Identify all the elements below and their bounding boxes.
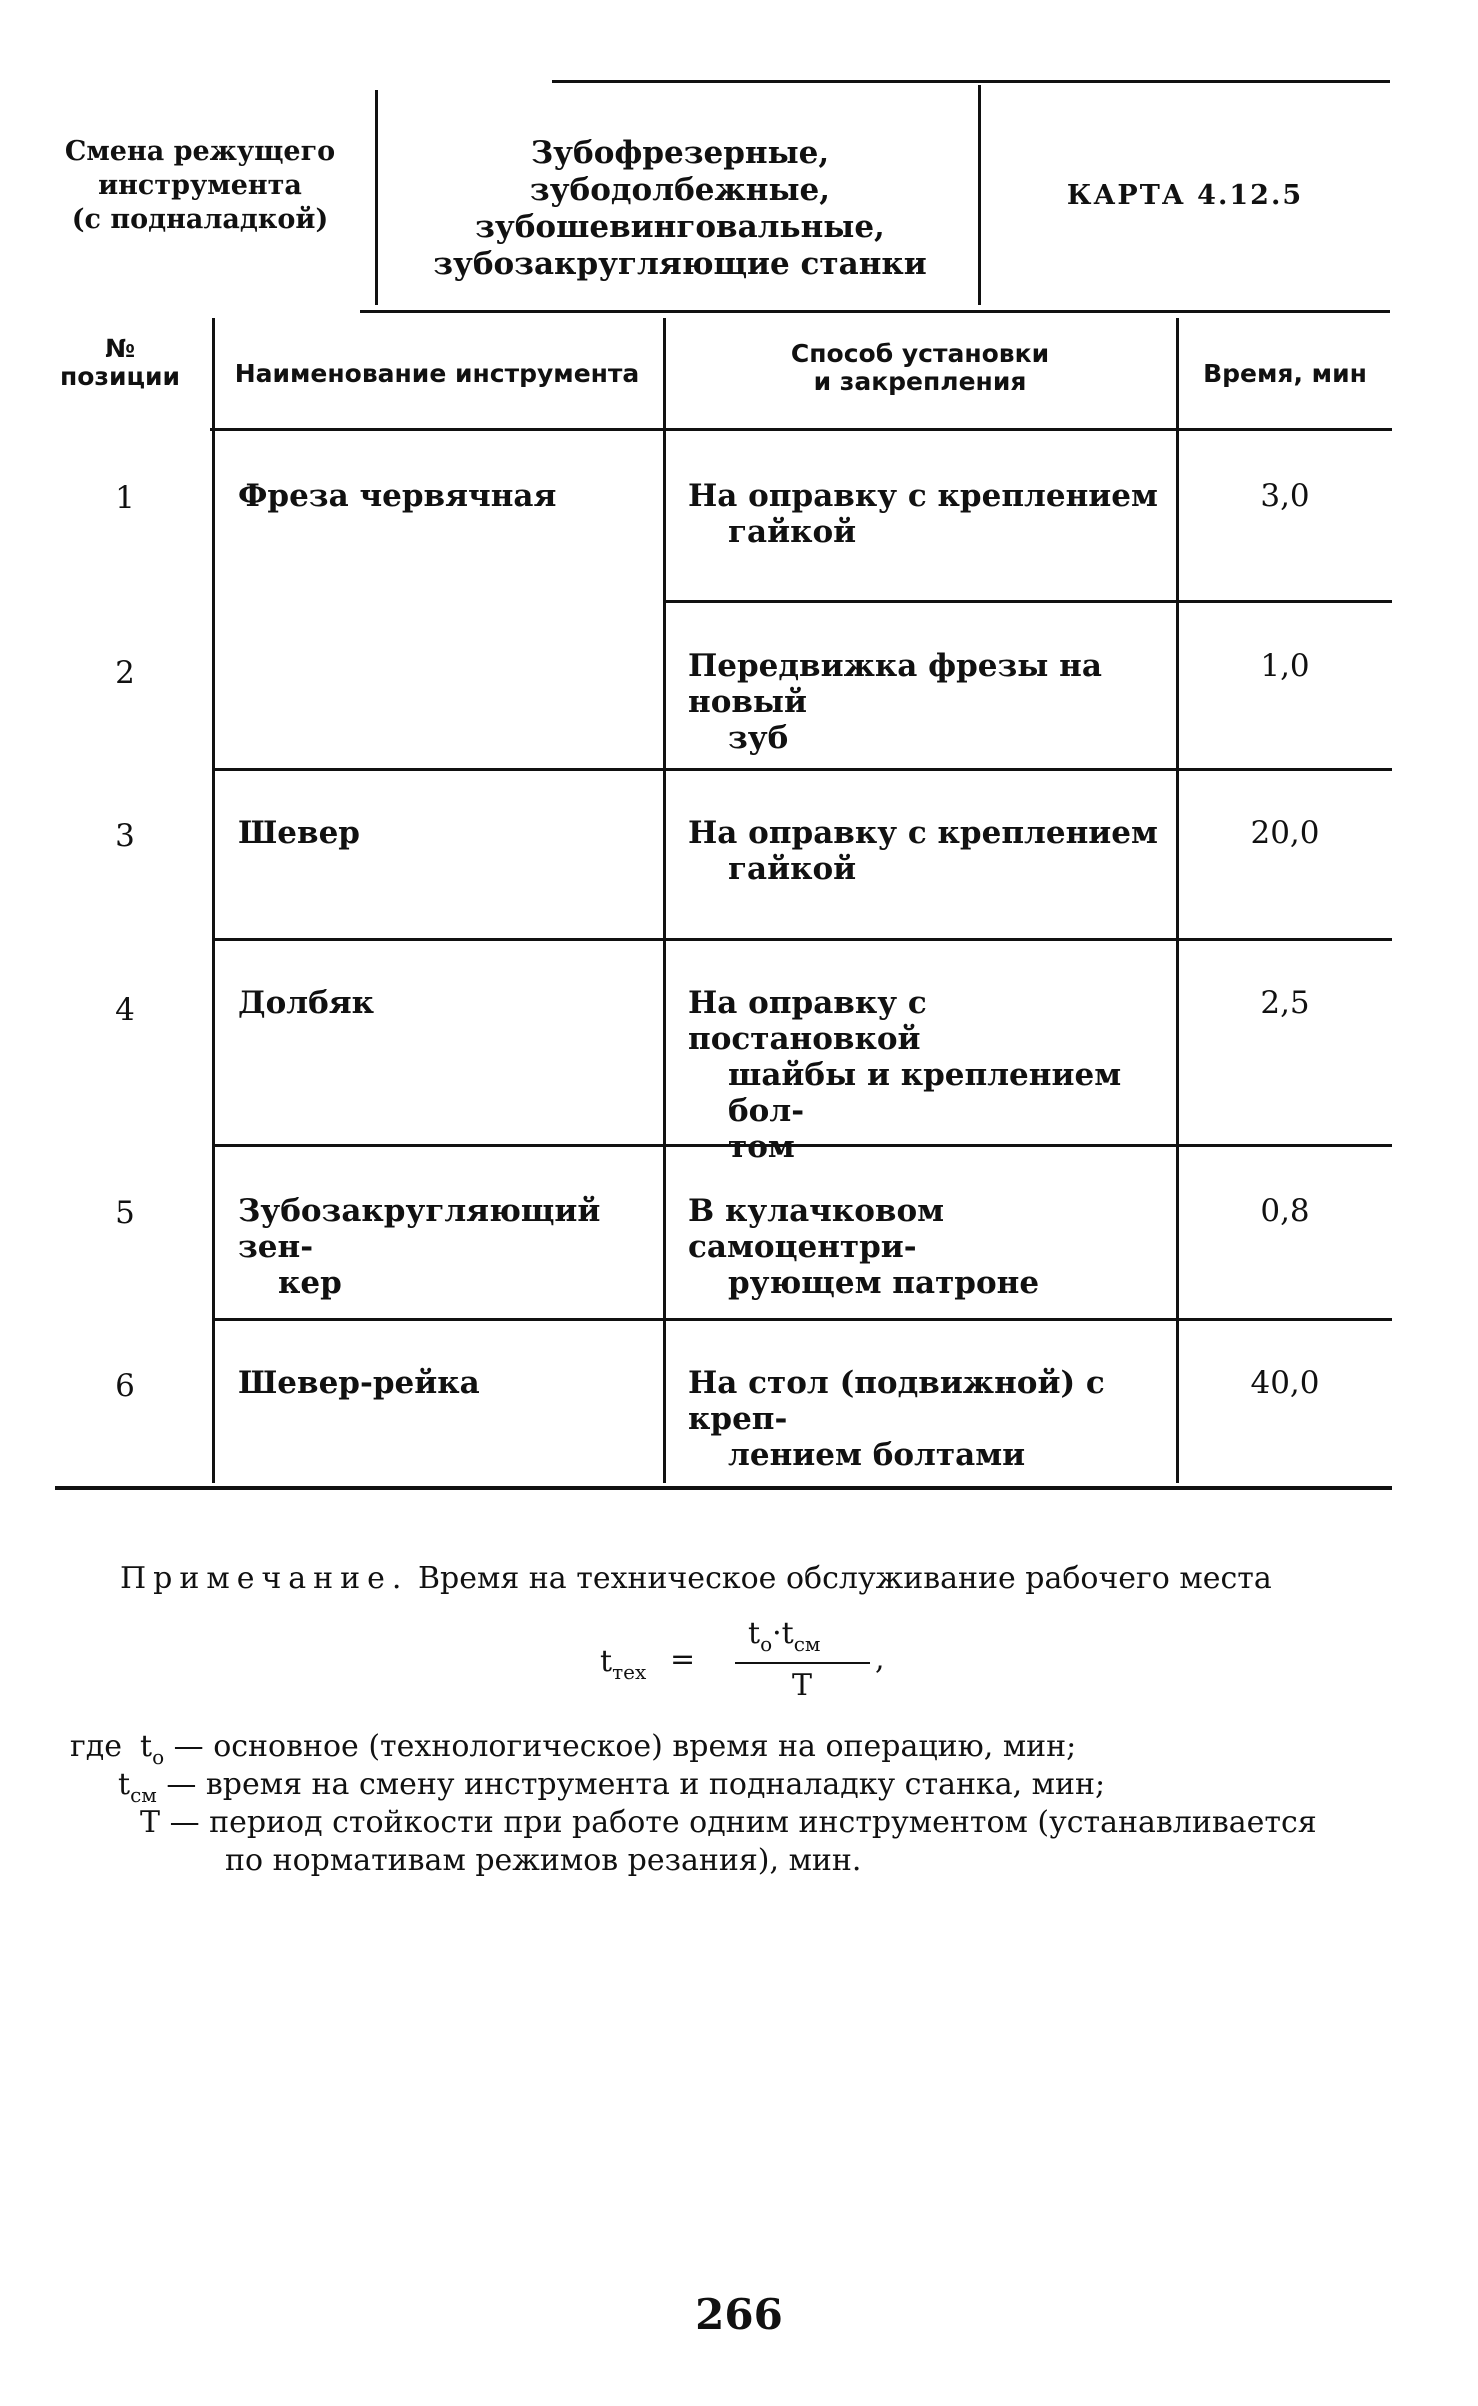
time-value: 1,0 [1260, 648, 1310, 684]
header-mid-line: Зубофрезерные, зубодолбежные, [529, 135, 831, 208]
note-text: Время на техническое обслуживание рабочего места [418, 1561, 1272, 1596]
header-mid-line: зубошевинговальные, [475, 209, 885, 245]
method-line: зуб [728, 720, 789, 756]
mount-method [688, 815, 1168, 887]
instrument-line: Долбяк [238, 985, 375, 1021]
formula-lhs-symbol: t [600, 1644, 613, 1679]
method-line: гайкой [728, 851, 857, 887]
instrument-line: Шевер [238, 815, 360, 851]
col-header-time: Время, мин [1203, 359, 1367, 388]
row-rule-1-2 [665, 600, 1392, 603]
header-machine-types [390, 135, 970, 283]
time-value: 3,0 [1260, 478, 1310, 514]
formula-trail: , [875, 1642, 885, 1677]
numerator-dot: · [772, 1616, 782, 1651]
time-value: 0,8 [1260, 1193, 1310, 1229]
col-header-instrument: Наименование инструмента [234, 359, 640, 388]
col-header-method-line: и закрепления [813, 367, 1027, 396]
fraction-bar [735, 1662, 870, 1664]
where-word: где [70, 1729, 122, 1764]
col-header-method-line: Способ установки [790, 339, 1050, 368]
row-number: 3 [115, 818, 135, 854]
header-divider-1 [375, 90, 378, 305]
note-label: Примечание. [120, 1561, 409, 1596]
card-label: КАРТА 4.12.5 [1066, 180, 1304, 211]
row-number: 6 [115, 1368, 135, 1404]
formula [600, 1615, 1020, 1725]
instrument-name [238, 815, 658, 851]
method-line: Передвижка фрезы на новый [688, 648, 1102, 720]
row-rule-2-3 [215, 768, 1392, 771]
row-number: 5 [115, 1195, 135, 1231]
instrument-line: Зубозакругляющий зен- [238, 1193, 601, 1265]
page-number: 266 [695, 2290, 783, 2339]
instrument-line: Фреза червячная [238, 478, 557, 514]
time-value: 40,0 [1250, 1365, 1320, 1401]
col-header-method [670, 340, 1170, 396]
header-left-line: инструмента [98, 170, 302, 201]
mount-method [688, 1193, 1168, 1301]
numerator-b: t [781, 1616, 794, 1651]
numerator-b-sub: см [793, 1632, 821, 1656]
mount-method [688, 478, 1168, 550]
header-left-title [40, 135, 360, 237]
header-left-line: Смена режущего [64, 136, 336, 167]
method-line: На оправку с постановкой [688, 985, 927, 1057]
formula-lhs [600, 1643, 646, 1691]
method-line: На оправку с креплением [688, 815, 1158, 851]
method-line: В кулачковом самоцентри- [688, 1193, 945, 1265]
instrument-name [238, 1365, 658, 1401]
row-number: 2 [115, 655, 135, 691]
def-text: — время на смену инструмента и подналадку станка, мин; [166, 1767, 1106, 1802]
method-line: лением болтами [728, 1437, 1026, 1473]
method-line: шайбы и креплением бол- [728, 1057, 1122, 1129]
def-text: — период стойкости при работе одним инструментом (устанавливается [169, 1805, 1317, 1840]
col-divider-1 [212, 318, 215, 1483]
table-top-rule [360, 310, 1390, 313]
col-divider-2 [663, 318, 666, 1483]
row-number: 1 [115, 480, 135, 516]
mount-method [688, 648, 1168, 756]
table-header-rule [210, 428, 1392, 431]
formula-numerator [748, 1615, 820, 1663]
numerator-a: t [748, 1616, 761, 1651]
col-header-position-line: позиции [59, 362, 181, 391]
header-left-line: (с подналадкой) [71, 204, 329, 235]
instrument-line: кер [278, 1265, 342, 1301]
header-divider-2 [978, 85, 981, 305]
header-mid-line: зубозакругляющие станки [433, 246, 927, 282]
mount-method [688, 985, 1168, 1165]
time-value: 20,0 [1250, 815, 1320, 851]
def-symbol: $t_о$ [140, 1729, 165, 1769]
method-line: рующем патроне [728, 1265, 1040, 1301]
formula-denominator: T [792, 1668, 813, 1703]
instrument-name [238, 1193, 658, 1301]
def-symbol: T [140, 1805, 161, 1840]
def-symbol: $t_{см}$ [118, 1767, 157, 1807]
note-line [120, 1560, 1400, 1598]
row-rule-5-6 [215, 1318, 1392, 1321]
header-top-rule [552, 80, 1390, 83]
table-bottom-rule [55, 1486, 1392, 1490]
numerator-a-sub: о [760, 1632, 773, 1656]
row-rule-3-4 [215, 938, 1392, 941]
col-header-position-line: № [104, 334, 136, 363]
def-text: — основное (технологическое) время на операцию, мин; [173, 1729, 1077, 1764]
formula-lhs-sub: тех [612, 1660, 647, 1684]
definition-continuation: по нормативам режимов резания), мин. [225, 1843, 862, 1878]
col-header-position [40, 335, 200, 391]
method-line: На стол (подвижной) с креп- [688, 1365, 1105, 1437]
time-value: 2,5 [1260, 985, 1310, 1021]
mount-method [688, 1365, 1168, 1473]
definition-row [140, 1804, 1440, 1842]
instrument-line: Шевер-рейка [238, 1365, 480, 1401]
instrument-name [238, 985, 658, 1021]
row-number: 4 [115, 992, 135, 1028]
method-line: гайкой [728, 514, 857, 550]
formula-equals: = [670, 1642, 696, 1677]
col-divider-3 [1176, 318, 1179, 1483]
instrument-name [238, 478, 658, 514]
method-line: том [728, 1129, 795, 1165]
method-line: На оправку с креплением [688, 478, 1158, 514]
